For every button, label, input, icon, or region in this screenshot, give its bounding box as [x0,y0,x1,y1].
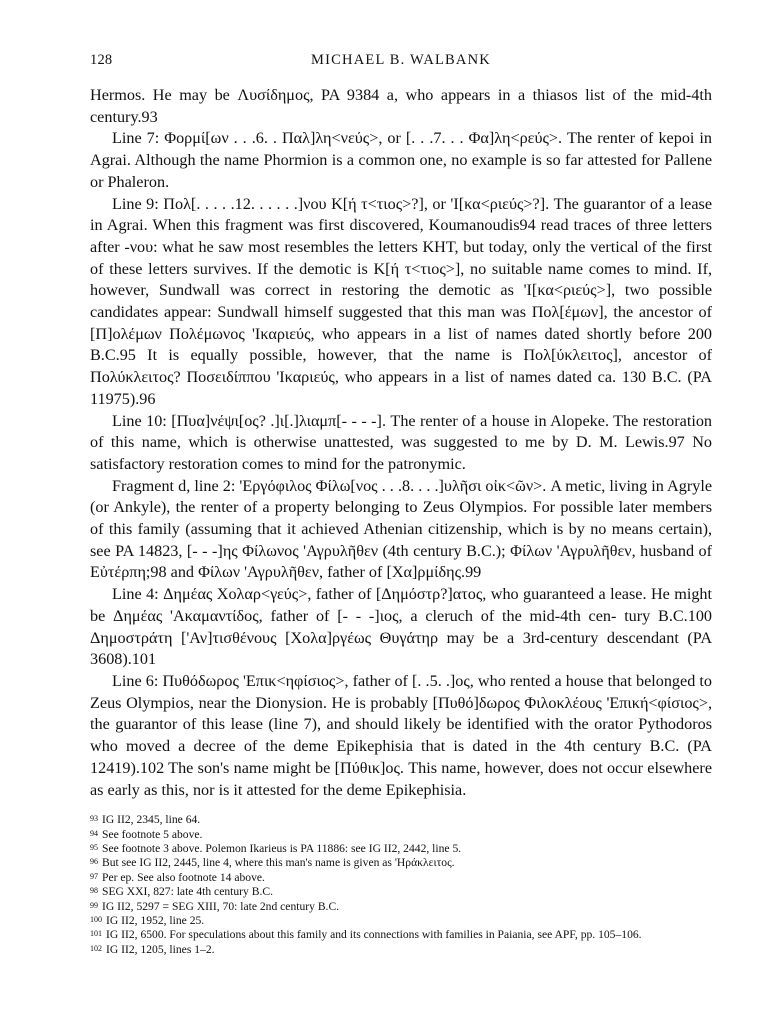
footnote [90,900,712,914]
footnote-number: 97 [90,871,98,881]
text-line: Line 4: Δημέας Χολαρ<γεύς>, father of [Δημόστρ?]ατος, who guaranteed a lease. [112,585,647,604]
text-line: the orator Pythodoros who moved a decree of the deme Epikephisia that is dated in the 4th [90,715,713,756]
footnote [90,885,712,899]
footnote [90,914,712,928]
page-number: 128 [90,52,113,68]
footnote [90,842,712,856]
footnote [90,828,712,842]
paragraph [90,85,712,128]
footnotes [90,813,712,957]
text-line: descendant (PA 3608).101 [90,628,713,669]
text-line: mind. If, however, Sundwall was correct in restoring the demotic as 'Ι[κα<ριεύς>], two [90,259,713,300]
paragraph [90,128,712,193]
running-header [90,52,712,69]
footnote-text: See footnote 5 above. [102,827,203,841]
footnote-text: IG II2, 1952, line 25. [106,914,205,928]
text-line: century B.C. (PA 12419).102 The son's name might be [Πύθικ]ος. This name, however, does [90,737,712,777]
text-line: possible candidates appear: Sundwall himself suggested that this man was Πολ[έμων], the [90,281,713,322]
footnote-text: IG II2, 5297 = SEG XIII, 70: late 2nd century B.C. [102,899,340,913]
footnote-text: See footnote 3 above. Polemon Ikarieus is PA 11886: see IG II2, 2442, line 5. [102,842,462,856]
footnote-number: 93 [90,814,98,824]
footnote [90,928,712,942]
text-line: Hermos. He may be Λυσίδημος, PA 9384 a, who appears in a thiasos list of the mid-4th [90,86,712,104]
text-line: of the first of these letters survives. If the demotic is Κ[ή τ<τιος>], no suitable name comes to [90,237,712,278]
footnote-text: pp. 105–106. [580,928,642,942]
text-line: lease in Agrai. When this fragment was first discovered, Koumanoudis94 read traces of three [90,194,713,235]
text-line: century.93 [90,107,158,126]
text-line: Line 7: Φορμί[ων . . .6. . Παλ]λη<νεύς>, or [. . .7. . . Φα]λη<ρεύς>. The renter of [112,129,654,148]
text-line: 'Αγρυλῆθεν, husband of Εὐτέρπη;98 and Φίλων 'Αγρυλῆθεν, father of [Χα]ρμίδης.99 [90,541,713,582]
text-line: belonged to Zeus Olympios, near the Dionysion. He is probably [Πυθό]δωρος Φιλοκλέους [90,671,712,712]
footnote-number: 96 [90,857,98,867]
footnote-number: 102 [90,943,102,953]
footnote-text: IG II2, 2345, line 64. [102,813,201,827]
footnote-text: SEG XXI, 827: late 4th century B.C. [102,885,273,899]
paragraph [90,411,712,476]
text-line: not occur elsewhere as early as this, nor is it attested for the deme Epikephisia. [90,758,713,799]
footnote-number: 101 [90,929,102,939]
text-line: (PA 11975).96 [90,368,712,408]
footnote-number: 95 [90,843,98,853]
footnote-number: 94 [90,828,98,838]
footnote-text: IG II2, 1205, lines 1–2. [106,942,215,956]
page [90,52,712,957]
text-line: Πολύκλειτος? Ποσειδίππου 'Ικαριεύς, who appears in a list of names dated ca. 130 B.C. [90,368,682,387]
text-line: restoration of this name, which is otherwise unattested, was suggested to me by D. M. [90,411,713,452]
footnote-number: 100 [90,915,102,925]
footnote [90,871,712,885]
footnote [90,943,712,957]
running-head-author: MICHAEL B. WALBANK [311,52,491,68]
text-line: Line 6: Πυθόδωρος 'Επικ<ηφίσιος>, father of [. .5. .]ος, who rented a house that [112,671,632,690]
footnote-text: But see IG II2, 2445, line 4, where this man's name is given as 'Ηράκλειτος. [102,856,455,870]
text-line: Fragment d, line 2: 'Εργόφιλος Φίλω[νος . . .8. . . .]υλῆσι οἰκ<ῶν>. A metic, living [112,476,648,495]
footnote-text: IG II2, 6500. For speculations about this family and its connections with families in Paiania, see APF, [106,928,578,942]
footnote-text: Per ep. See also footnote 14 above. [102,870,265,884]
text-line: means certain), see PA 14823, [- - -]ης Φίλωνος 'Αγρυλῆθεν (4th century B.C.); Φίλων [90,520,713,560]
text-line: Line 9: Πολ[. . . . .12. . . . . .]νου Κ[ή τ<τιος>?], or 'Ι[κα<ριεύς>?]. The guarantor of a [112,194,676,213]
paragraph [90,194,712,411]
paragraph [90,476,712,585]
paragraph [90,584,712,671]
text-line: letters after -νου: what he saw most resembles the letters KHT, but today, only the vertical [90,216,712,256]
footnote-number: 99 [90,900,98,910]
text-line: tury B.C.100 Δημοστράτη ['Αν]τισθένους [Χολα]ργέως Θυγάτηρ may be a 3rd-century [90,606,713,647]
text-line: for Pallene or Phaleron. [90,151,713,191]
text-line: ancestor of [Π]ολέμων Πολέμωνος 'Ικαριεύς, who appears in a list of names dated shortly [90,303,713,343]
paragraph [90,671,712,801]
text-line: He might be Δημέας 'Ακαμαντίδος, father of [- - -]ιος, a cleruch of the mid-4th cen- [90,585,713,625]
text-line: Lewis.97 No satisfactory restoration comes to mind for the patronymic. [90,433,713,473]
text-line: kepoi in Agrai. Although the name Phormion is a common one, no example is so far attested [90,129,713,170]
footnote [90,856,712,870]
text-line: Line 10: [Πυα]νέψι[ος? .]ι[.]λιαμπ[- - - -]. The renter of a house in Alopeke. The [112,411,639,430]
footnote [90,813,712,827]
text-line: later members of this family (assuming that it achieved Athenian citizenship, which is by no [90,498,713,539]
footnote-number: 98 [90,886,98,896]
text-line: in Agryle (or Ankyle), the renter of a property belonging to Zeus Olympios. For possible [90,476,713,517]
text-line: before 200 B.C.95 It is equally possible, however, that the name is Πολ[ύκλειτος], ancestor of [90,324,713,365]
text-line: 'Επική<φίσιος>, the guarantor of this lease (line 7), and should likely be identified with [90,693,712,734]
main-text [90,85,712,801]
